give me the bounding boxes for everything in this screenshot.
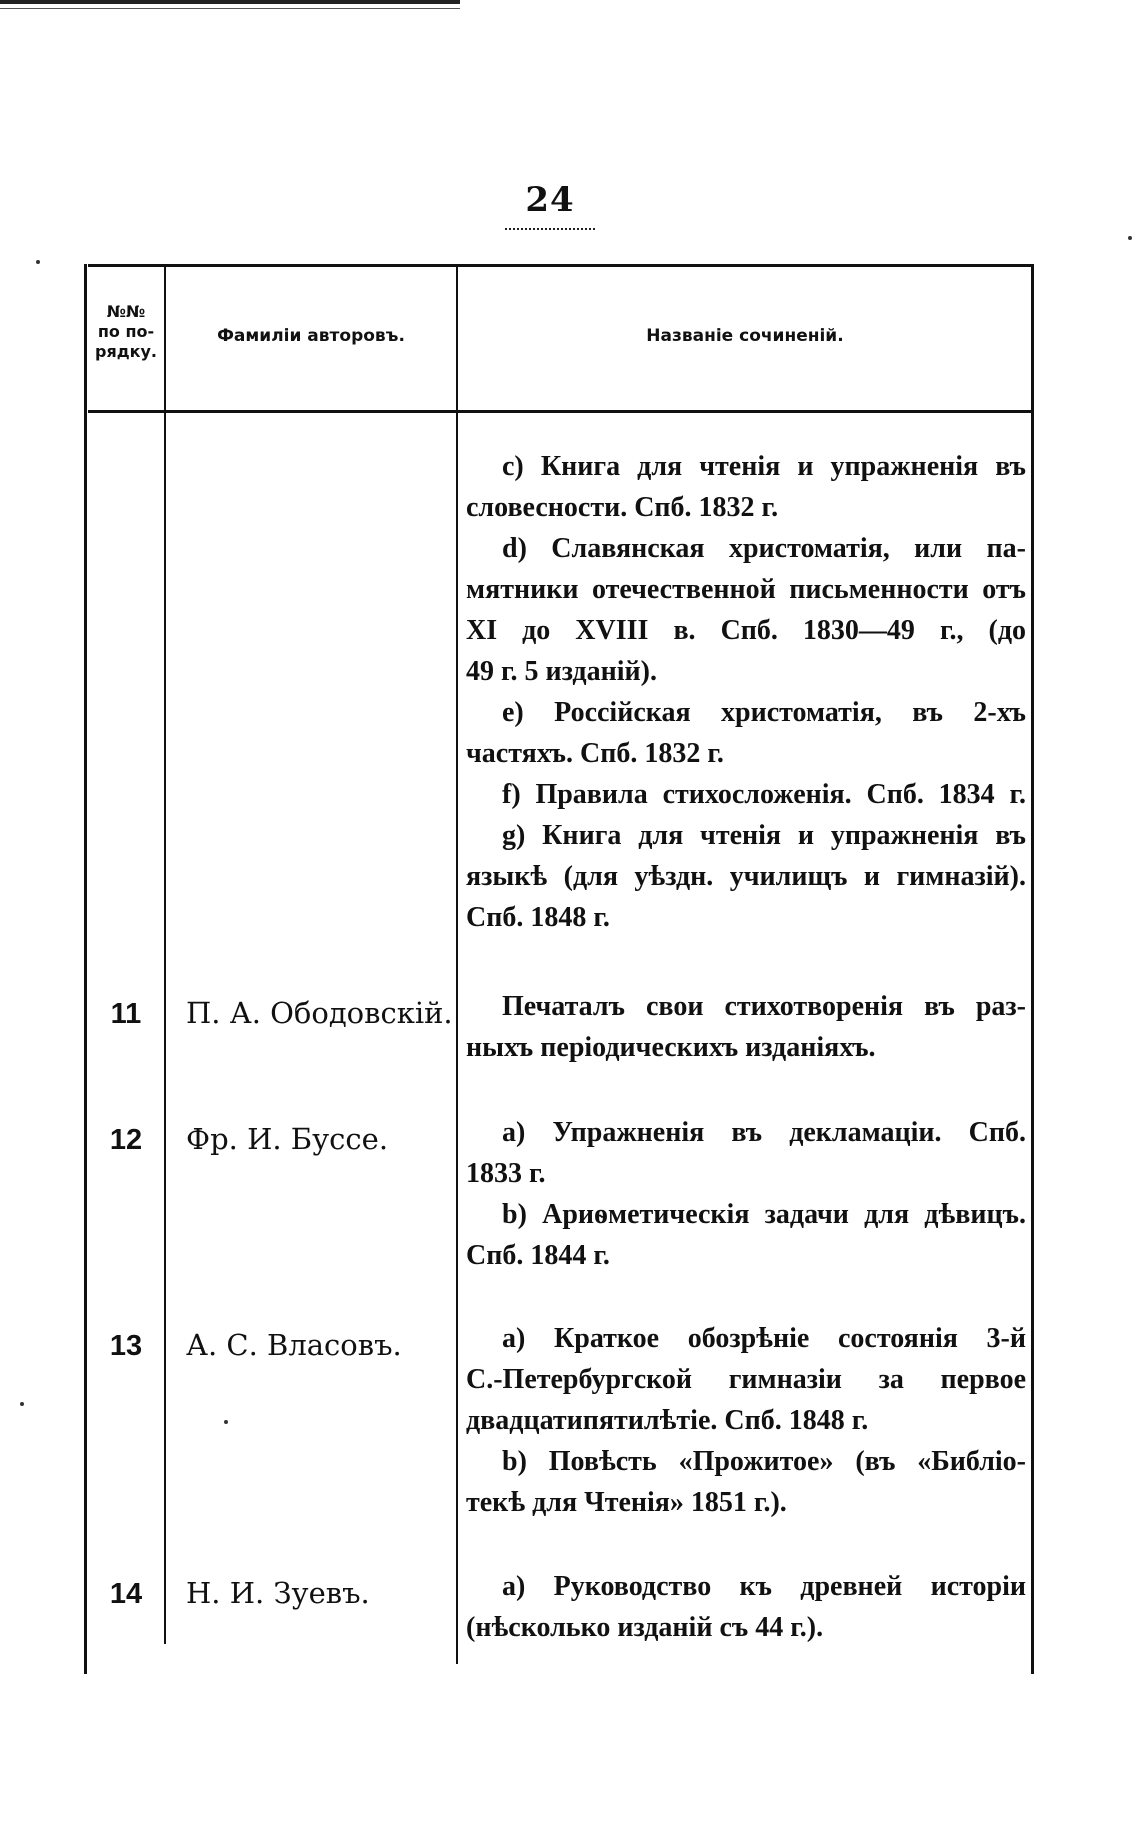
entry-author: Фр. И. Буссе. — [186, 1122, 389, 1156]
table-top-rule — [88, 264, 1034, 267]
work-line: частяхъ. Спб. 1832 г. — [466, 738, 724, 769]
work-line: текѣ для Чтенія» 1851 г.). — [466, 1487, 787, 1518]
entry-number: 14 — [109, 1578, 143, 1610]
entry-author: А. С. Власовъ. — [186, 1328, 402, 1362]
work-line: b) Ариѳметическія задачи для дѣвицъ. — [502, 1199, 1026, 1230]
continuation-works — [466, 446, 1026, 938]
print-speck — [20, 1402, 24, 1406]
table-right-border — [1031, 264, 1034, 1674]
work-line: g) Книга для чтенія и упражненія въ — [502, 820, 1026, 851]
work-line: двадцатипятилѣтіе. Спб. 1848 г. — [466, 1405, 869, 1436]
page-number: 24 — [525, 180, 575, 220]
entry-works — [466, 1112, 1026, 1276]
work-line: мятники отечественной письменности отъ — [466, 574, 1026, 605]
entry-author: П. А. Ободовскій. — [186, 996, 453, 1030]
entry-author: Н. И. Зуевъ. — [186, 1576, 370, 1610]
work-line: c) Книга для чтенія и упражненія въ — [502, 451, 1026, 482]
work-line: e) Россійская христоматія, въ 2-хъ — [502, 697, 1026, 728]
print-speck — [1128, 236, 1132, 240]
entry-number: 11 — [110, 998, 142, 1030]
work-line: ныхъ періодическихъ изданіяхъ. — [466, 1032, 876, 1063]
column-header-titles: Названіе сочиненій. — [646, 326, 844, 346]
top-edge-rule — [0, 0, 460, 4]
column-header-number: №№ по по- рядку. — [94, 302, 157, 361]
column-divider-author — [456, 264, 458, 1664]
work-line: 49 г. 5 изданій). — [466, 656, 657, 687]
page-number-underline — [505, 228, 595, 230]
work-line: a) Краткое обозрѣніе состоянія 3-й — [502, 1323, 1026, 1354]
work-line: Печаталъ свои стихотворенія въ раз- — [502, 991, 1026, 1022]
work-line: b) Повѣсть «Прожитое» (въ «Библіо- — [502, 1446, 1026, 1477]
top-edge-rule-thin — [0, 8, 460, 9]
column-divider-number — [164, 264, 166, 1644]
work-line: (нѣсколько изданій съ 44 г.). — [466, 1612, 824, 1643]
work-line: f) Правила стихосложенія. Спб. 1834 г. — [502, 779, 1026, 810]
print-speck — [224, 1420, 228, 1424]
entry-works — [466, 1318, 1026, 1523]
work-line: Спб. 1844 г. — [466, 1240, 610, 1271]
work-line: 1833 г. — [466, 1158, 546, 1189]
work-line: XI до XVIII в. Спб. 1830—49 г., (до — [466, 615, 1026, 646]
table-left-border — [84, 264, 87, 1674]
table-header-rule — [88, 410, 1034, 413]
work-line: словесности. Спб. 1832 г. — [466, 492, 779, 523]
entry-works — [466, 1566, 1026, 1648]
work-line: a) Руководство къ древней исторіи — [502, 1571, 1026, 1602]
work-line: С.-Петербургской гимназіи за первое — [466, 1364, 1026, 1395]
work-line: a) Упражненія въ декламаціи. Спб. — [502, 1117, 1026, 1148]
work-line: d) Славянская христоматія, или па- — [502, 533, 1026, 564]
print-speck — [36, 260, 40, 264]
entry-works — [466, 986, 1026, 1068]
entry-number: 13 — [109, 1330, 143, 1362]
work-line: Спб. 1848 г. — [466, 902, 610, 933]
column-header-authors: Фамиліи авторовъ. — [217, 326, 405, 346]
work-line: языкѣ (для уѣздн. училищъ и гимназій). — [466, 861, 1026, 892]
entry-number: 12 — [109, 1124, 143, 1156]
